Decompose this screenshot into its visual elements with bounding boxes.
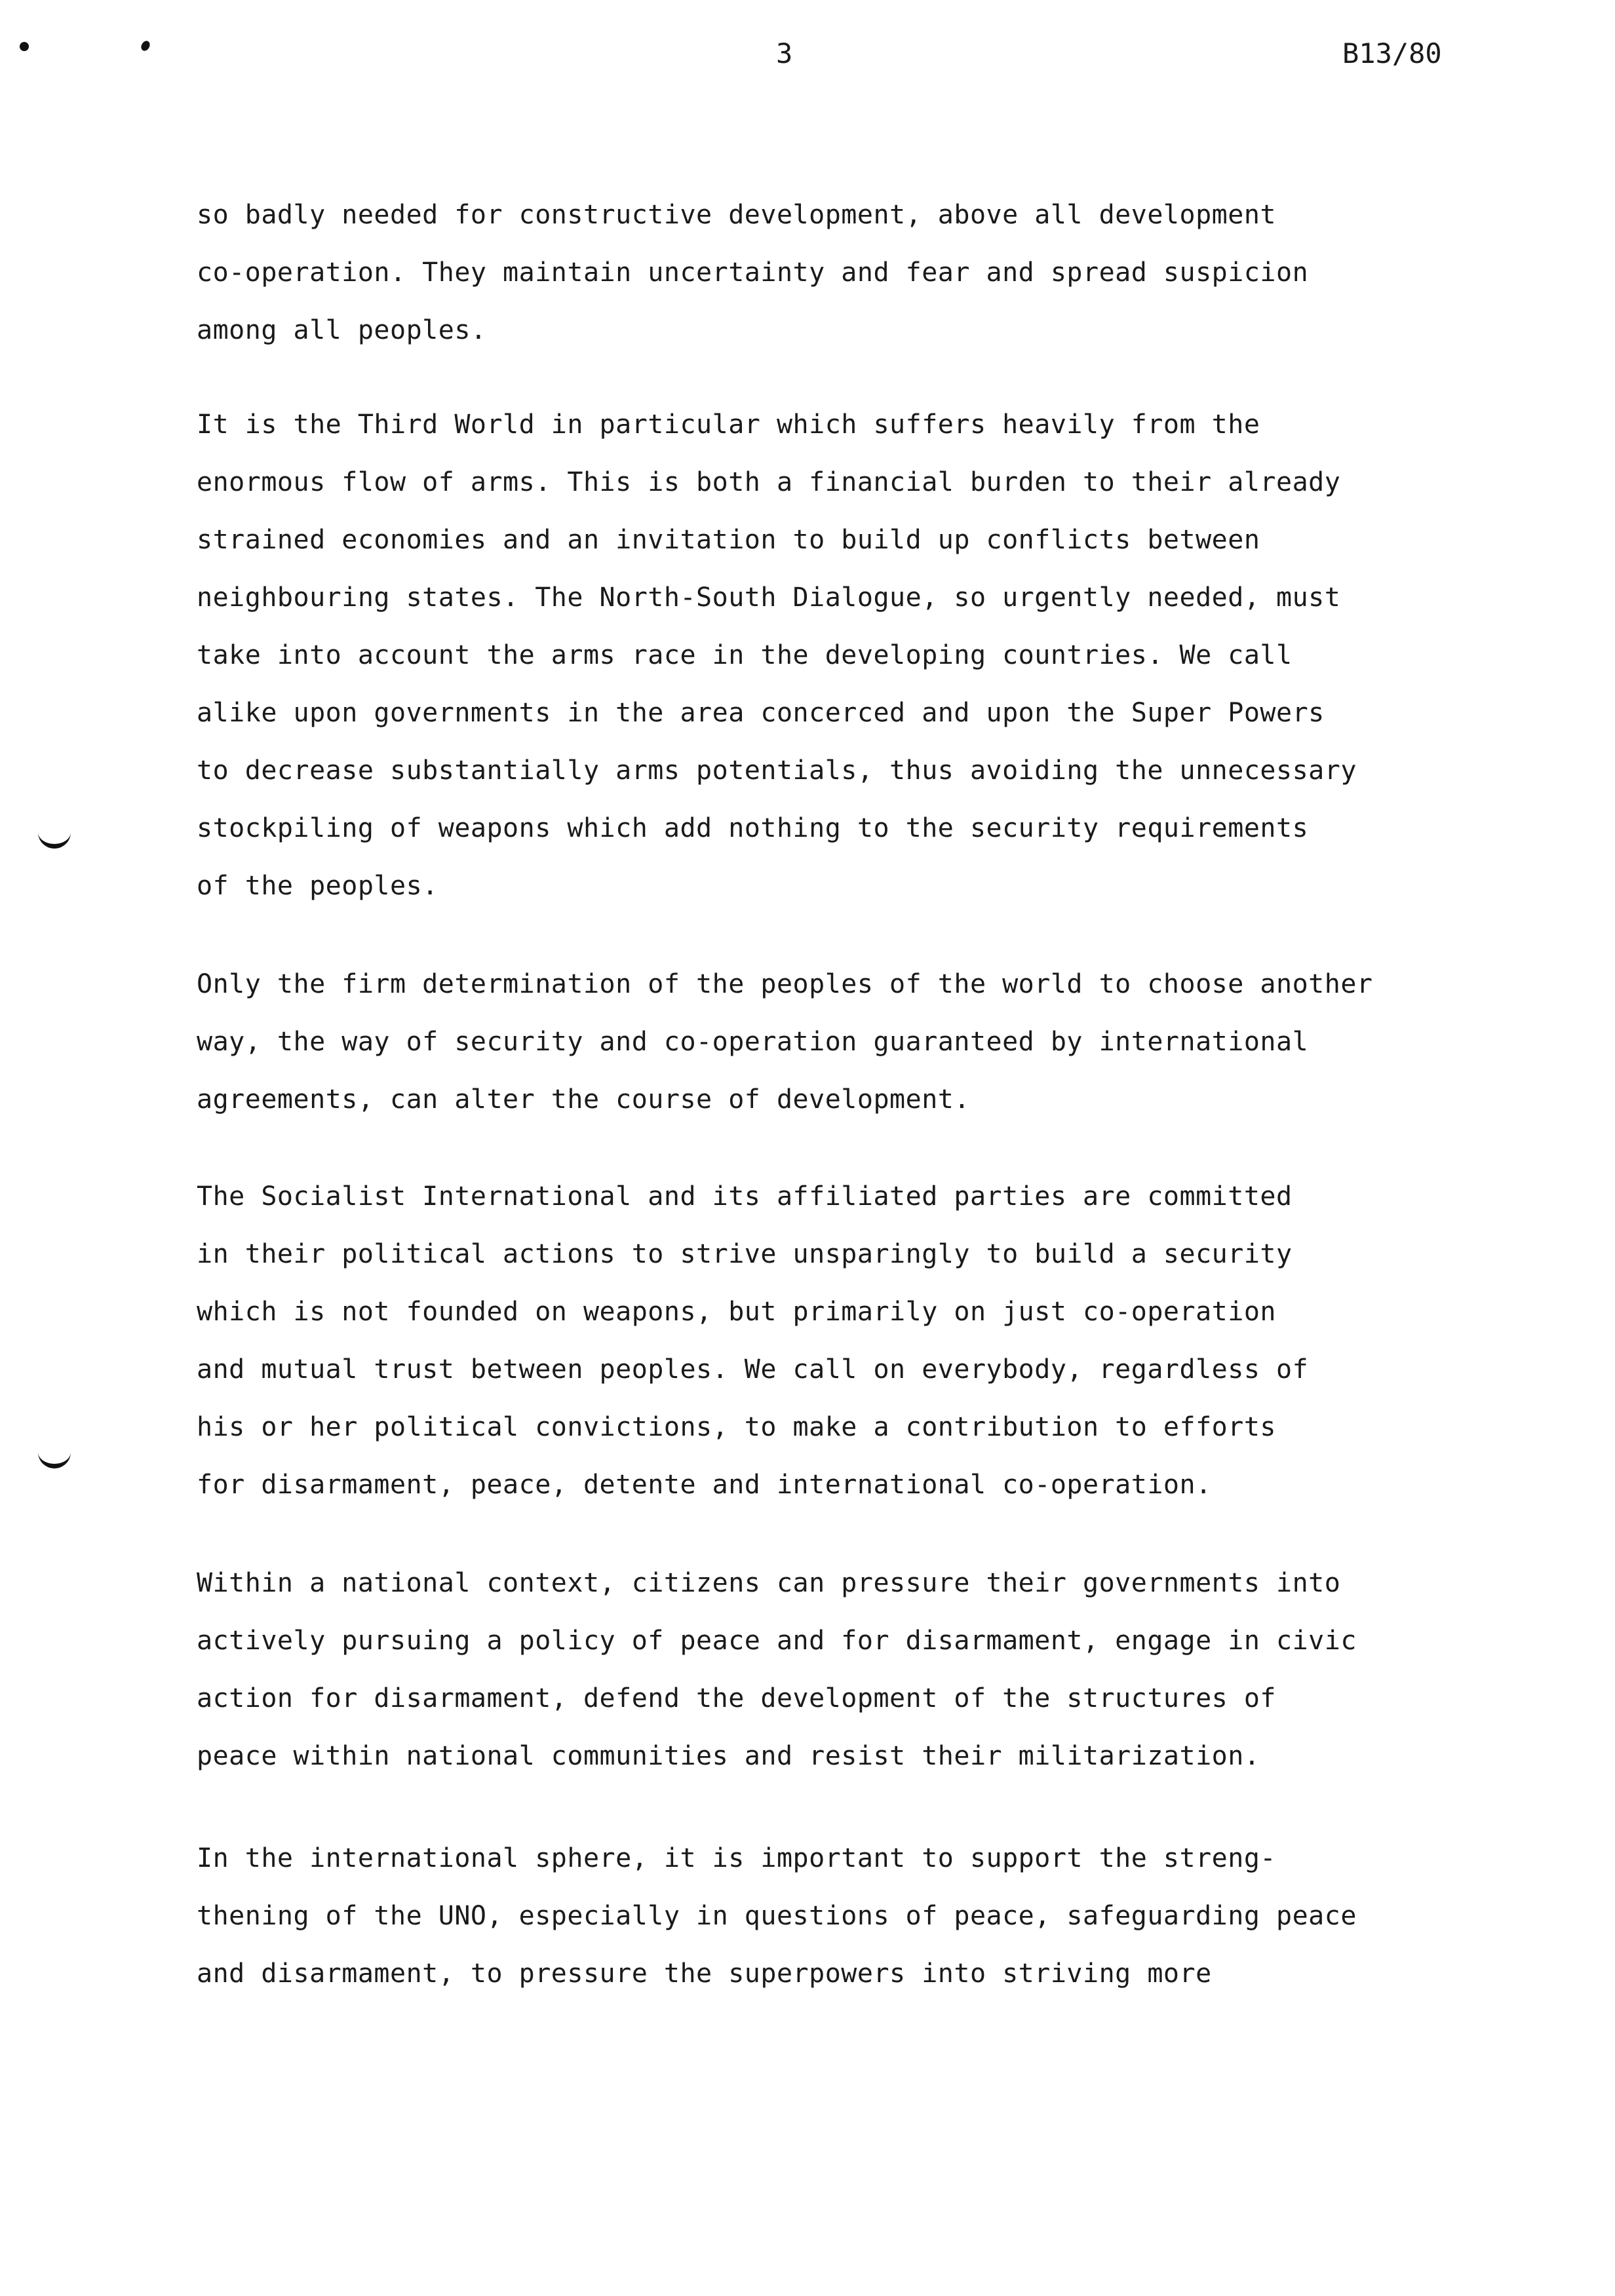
margin-mark: [38, 1447, 71, 1468]
text-line: The Socialist International and its affiliated parties are committed: [197, 1181, 1293, 1212]
paragraph: [197, 1829, 1442, 2002]
text-line: enormous flow of arms. This is both a financial burden to their already: [197, 467, 1341, 497]
text-line: and disarmament, to pressure the superpowers into striving more: [197, 1959, 1212, 1989]
scan-mark-dot: [140, 39, 151, 52]
text-line: take into account the arms race in the developing countries. We call: [197, 640, 1293, 670]
paragraph: [197, 1554, 1442, 1785]
text-line: of the peoples.: [197, 871, 438, 901]
text-line: It is the Third World in particular which suffers heavily from the: [197, 410, 1260, 440]
text-line: actively pursuing a policy of peace and for disarmament, engage in civic: [197, 1626, 1357, 1656]
text-line: In the international sphere, it is important to support the streng-: [197, 1843, 1276, 1873]
scan-mark-dot: [20, 42, 29, 51]
text-line: peace within national communities and resist their militarization.: [197, 1741, 1260, 1771]
text-line: which is not founded on weapons, but primarily on just co-operation: [197, 1297, 1276, 1327]
text-line: strained economies and an invitation to build up conflicts between: [197, 525, 1260, 555]
page-number: 3: [776, 37, 793, 69]
text-line: to decrease substantially arms potentials, thus avoiding the unnecessary: [197, 756, 1357, 786]
text-line: Within a national context, citizens can pressure their governments into: [197, 1568, 1341, 1598]
text-line: thening of the UNO, especially in questions of peace, safeguarding peace: [197, 1901, 1357, 1931]
text-line: co-operation. They maintain uncertainty and fear and spread suspicion: [197, 258, 1309, 288]
paragraph: [197, 1168, 1442, 1514]
text-line: Only the firm determination of the peoples of the world to choose another: [197, 969, 1373, 999]
paragraph: [197, 396, 1442, 915]
text-line: neighbouring states. The North-South Dialogue, so urgently needed, must: [197, 583, 1341, 613]
text-line: his or her political convictions, to make a contribution to efforts: [197, 1412, 1276, 1442]
margin-mark: [38, 827, 71, 849]
paragraph: [197, 186, 1442, 359]
paragraph: [197, 955, 1442, 1128]
text-line: in their political actions to strive unsparingly to build a security: [197, 1239, 1293, 1269]
text-line: stockpiling of weapons which add nothing to the security requirements: [197, 813, 1309, 843]
text-line: agreements, can alter the course of development.: [197, 1084, 970, 1115]
text-line: among all peoples.: [197, 315, 487, 345]
document-reference: B13/80: [1342, 37, 1442, 69]
text-line: way, the way of security and co-operation guaranteed by international: [197, 1027, 1309, 1057]
text-line: alike upon governments in the area concerced and upon the Super Powers: [197, 698, 1325, 728]
text-line: and mutual trust between peoples. We call on everybody, regardless of: [197, 1354, 1309, 1385]
text-line: for disarmament, peace, detente and international co-operation.: [197, 1470, 1212, 1500]
text-line: action for disarmament, defend the development of the structures of: [197, 1683, 1276, 1713]
text-line: so badly needed for constructive development, above all development: [197, 200, 1276, 230]
